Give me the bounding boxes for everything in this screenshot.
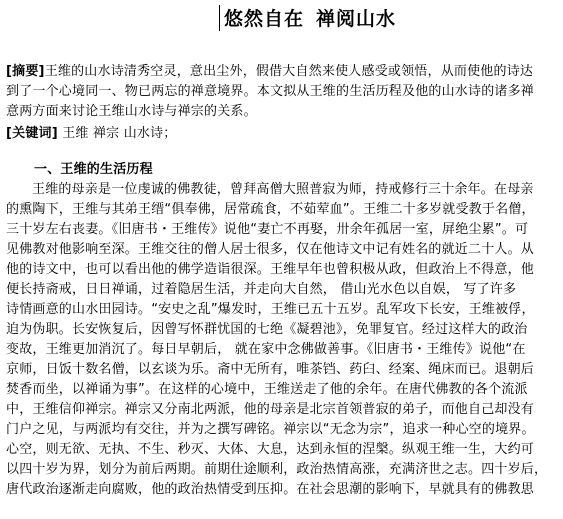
body-line: 京师，日饭十数名僧，以玄谈为乐。斋中无所有，唯茶铛、药臼、经案、绳床而已。退朝后 xyxy=(6,362,535,377)
body-line: 中，王维信仰禅宗。禅宗又分南北两派，他的母亲是北宗首领普寂的弟子，而他自己却没有 xyxy=(6,402,535,417)
body-line: 以四十岁为界，划分为前后两期。前期仕途顺利，政治热情高涨，充满济世之志。四十岁后， xyxy=(6,462,548,477)
title-part-2: 禅阅山水 xyxy=(316,8,397,30)
keywords-label: [关键词] xyxy=(6,126,58,141)
body-line: 迫为伪职。长安恢复后，因曾写怀群忧国的七绝《凝碧池》，免罪复官。经过这样大的政治 xyxy=(6,322,528,337)
body-line: 诗情画意的山水田园诗。“安史之乱”爆发时，王维已五十五岁。乱军攻下长安，王维被俘， xyxy=(6,302,535,317)
abstract-label: [摘要] xyxy=(6,64,45,79)
body-line: 变故，王维更加消沉了。每日早朝后， 就在家中念佛做善事。《旧唐书・王维传》说他“在 xyxy=(6,342,526,357)
abstract-line-3: 意两方面来讨论王维山水诗与禅宗的关系。 xyxy=(6,104,257,119)
text-cursor xyxy=(219,5,220,31)
body-line: 他的诗文中，也可以看出他的佛学造诣很深。王维早年也曾积极从政，但政治上不得意，他 xyxy=(6,262,535,277)
body-line: 便长持斋戒，日日禅诵，过着隐居生活，并走向大自然， 借山光水色以自娱， 写了许多 xyxy=(6,282,517,297)
body-line: 心空，则无欲、无执、不生、秒灭、大体、大息，达到永恒的涅槃。纵观王维一生，大约可 xyxy=(6,442,535,457)
body-line: 见佛教对他影响至深。王维交往的僧人居士很多，仅在他诗文中记有姓名的就近二十人。从 xyxy=(6,242,535,257)
abstract-line-2: 到了一个心境同一、物已两忘的禅意境界。本文拟从王维的生活历程及他的山水诗的诸多禅 xyxy=(6,84,535,99)
section-heading: 一、王维的生活历程 xyxy=(34,162,153,177)
body-line: 焚香而坐，以禅诵为事”。在这样的心境中，王维送走了他的余年。在唐代佛教的各个流派 xyxy=(6,382,528,397)
keywords-text: 王维 禅宗 山水诗； xyxy=(57,126,177,141)
body-line: 王维的母亲是一位虔诚的佛教徒，曾拜高僧大照普寂为师，持戒修行三十余年。在母亲 xyxy=(32,182,534,197)
body-line: 门户之见，与两派均有交往，并为之撰写碑铭。禅宗以“无念为宗”，追求一种心空的境界。 xyxy=(6,422,535,437)
body-line: 唐代政治逐渐走向腐败，他的政治热情受到压抑。在社会思潮的影响下，早就具有的佛教思 xyxy=(6,482,535,497)
body-line: 三十岁左右丧妻。《旧唐书・王维传》说他“妻亡不再娶，卅余年孤居一室，屏绝尘累”。可 xyxy=(6,222,529,237)
title-part-1: 悠然自在 xyxy=(224,8,305,30)
document-title xyxy=(224,6,396,32)
abstract-section xyxy=(6,62,558,122)
body-line: 的熏陶下，王维与其弟王缙“俱奉佛，居常疏食，不茹荤血”。王维二十多岁就受教于名僧， xyxy=(6,202,535,217)
keywords-section xyxy=(6,124,558,144)
abstract-line-1: 王维的山水诗清秀空灵，意出尘外，假借大自然来使人感受或领悟，从而使他的诗达 xyxy=(44,64,534,79)
body-paragraph xyxy=(6,180,558,500)
